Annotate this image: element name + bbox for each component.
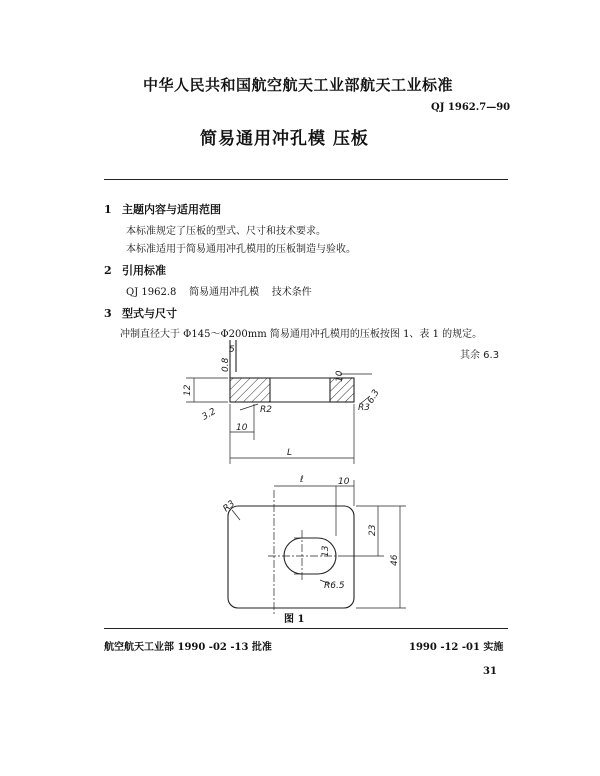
plan-view xyxy=(228,480,406,616)
section-3-title: 型式与尺寸 xyxy=(122,307,177,320)
implementation-text: 1990 -12 -01 实施 xyxy=(409,642,504,653)
figure-caption: 图 1 xyxy=(284,614,305,625)
section-1-number: 1 xyxy=(104,203,112,216)
section-1-paragraph-2: 本标准适用于简易通用冲孔模用的压板制造与验收。 xyxy=(126,244,356,255)
page-title: 简易通用冲孔模 压板 xyxy=(200,129,369,149)
dim-slot-offset: 10 xyxy=(338,477,350,487)
dim-chamfer-top: 0.8 xyxy=(221,357,231,372)
dim-radius-bottom-left: R2 xyxy=(260,405,272,415)
section-1-paragraph-1: 本标准规定了压板的型式、尺寸和技术要求。 xyxy=(126,226,326,237)
standard-code: QJ 1962.7—90 xyxy=(431,102,511,113)
dim-slot-length: ℓ xyxy=(300,475,304,485)
dim-length: L xyxy=(287,448,293,458)
surface-left: 3.2 xyxy=(200,406,218,423)
handwritten-note: 其余 6.3 xyxy=(460,350,500,361)
section-1-title: 主题内容与适用范围 xyxy=(122,203,221,216)
dim-corner-radius: R3 xyxy=(221,498,238,515)
left-hatched-section xyxy=(230,378,270,402)
chamfer-right: 10 xyxy=(335,370,345,382)
plate-outline xyxy=(228,506,354,608)
dim-slot-width: 13 xyxy=(321,545,331,557)
page-number: 31 xyxy=(483,666,497,677)
dim-height: 12 xyxy=(183,384,193,396)
dim-top-gap: 5 xyxy=(229,345,235,355)
dim-plate-height: 46 xyxy=(390,554,400,566)
approval-text: 航空航天工业部 1990 -02 -13 批准 xyxy=(104,642,272,653)
dim-width-left: 10 xyxy=(236,423,248,433)
footer-rule xyxy=(104,628,508,629)
section-2-number: 2 xyxy=(104,264,112,277)
section-2-title: 引用标准 xyxy=(122,264,166,277)
section-2-reference: QJ 1962.8 简易通用冲孔模 技术条件 xyxy=(126,287,312,298)
surface-right: 6.3 xyxy=(365,388,382,406)
dim-slot-radius: R6.5 xyxy=(324,581,345,591)
dim-radius-right: R3 xyxy=(358,403,370,413)
section-3-paragraph: 冲制直径大于 Φ145～Φ200mm 简易通用冲孔模用的压板按图 1、表 1 的规定。 xyxy=(120,329,483,340)
section-3-number: 3 xyxy=(104,307,112,320)
dim-plate-half: 23 xyxy=(368,524,378,536)
organization-header: 中华人民共和国航空航天工业部航天工业标准 xyxy=(143,76,454,94)
section-view xyxy=(186,340,372,464)
